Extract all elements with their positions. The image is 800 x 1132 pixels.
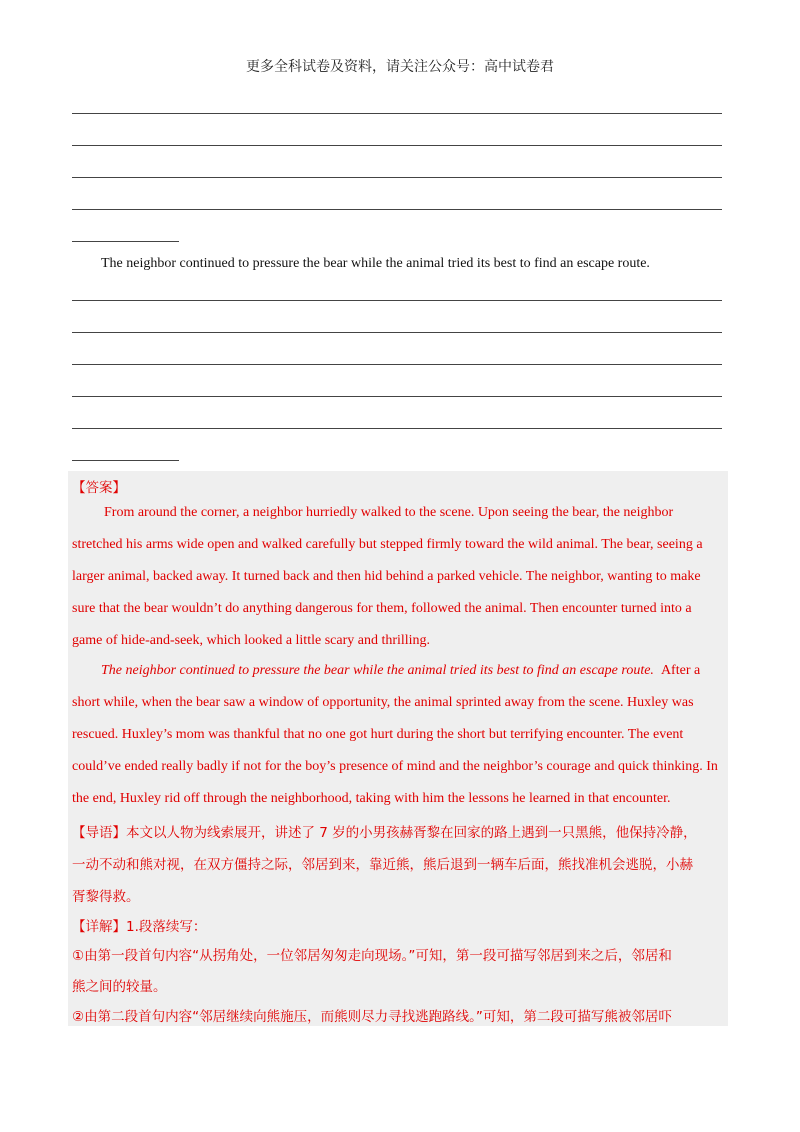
detail-line: 【详解】1.段落续写：: [72, 919, 207, 935]
guide-line: 胥黎得救。: [72, 889, 140, 905]
writing-line: [72, 428, 722, 429]
answer-line: rescued. Huxley’s mom was thankful that no one got hurt during the short but terrifying encounter. The event: [72, 727, 684, 742]
answer-label: 【答案】: [72, 480, 126, 496]
writing-line: [72, 177, 722, 178]
detail-line: ①由第一段首句内容“从拐角处，一位邻居匆匆走向现场。”可知，第一段可描写邻居到来之后，邻居和: [72, 948, 672, 964]
answer-line: larger animal, backed away. It turned back and then hid behind a parked vehicle. The neighbor, wanting to make: [72, 569, 701, 584]
writing-line: [72, 209, 722, 210]
writing-line: [72, 145, 722, 146]
answer-line: sure that the bear wouldn’t do anything dangerous for them, followed the animal. Then encounter turned into a: [72, 601, 692, 616]
guide-line: 【导语】本文以人物为线索展开，讲述了 7 岁的小男孩赫胥黎在回家的路上遇到一只黑熊，他保持冷静，: [72, 825, 697, 841]
answer-line: game of hide-and-seek, which looked a little scary and thrilling.: [72, 633, 431, 648]
writing-line-short: [72, 241, 179, 242]
answer-para2-rest: After a: [660, 663, 701, 678]
writing-line: [72, 113, 722, 114]
writing-line-short: [72, 460, 179, 461]
answer-line: could’ve ended really badly if not for the boy’s presence of mind and the neighbor’s courage and quick thinking. In: [72, 759, 718, 774]
writing-line: [72, 396, 722, 397]
answer-line: the end, Huxley rid off through the neighborhood, taking with him the lessons he learned in that encounter.: [72, 791, 671, 806]
answer-line: stretched his arms wide open and walked carefully but stepped firmly toward the wild animal. The bear, seeing a: [72, 537, 703, 552]
answer-line: short while, when the bear saw a window of opportunity, the animal sprinted away from the scene. Huxley was: [72, 695, 694, 710]
detail-line: ②由第二段首句内容“邻居继续向熊施压，而熊则尽力寻找逃跑路线。”可知，第二段可描写熊被邻居吓: [72, 1009, 672, 1025]
answer-para2-opening: The neighbor continued to pressure the bear while the animal tried its best to find an escape route.: [101, 663, 654, 678]
writing-line: [72, 300, 722, 301]
page-header: 更多全科试卷及资料，请关注公众号：高中试卷君: [246, 60, 554, 75]
paragraph-prompt: The neighbor continued to pressure the bear while the animal tried its best to find an escape route.: [101, 256, 650, 271]
detail-line: 熊之间的较量。: [72, 979, 167, 995]
writing-line: [72, 332, 722, 333]
guide-line: 一动不动和熊对视，在双方僵持之际，邻居到来，靠近熊，熊后退到一辆车后面，熊找准机会逃脱，小赫: [72, 857, 693, 873]
writing-line: [72, 364, 722, 365]
answer-section: [68, 471, 728, 1026]
answer-line: From around the corner, a neighbor hurriedly walked to the scene. Upon seeing the bear, the neighbor: [104, 505, 674, 520]
answer-para2-first-line: [101, 663, 700, 679]
